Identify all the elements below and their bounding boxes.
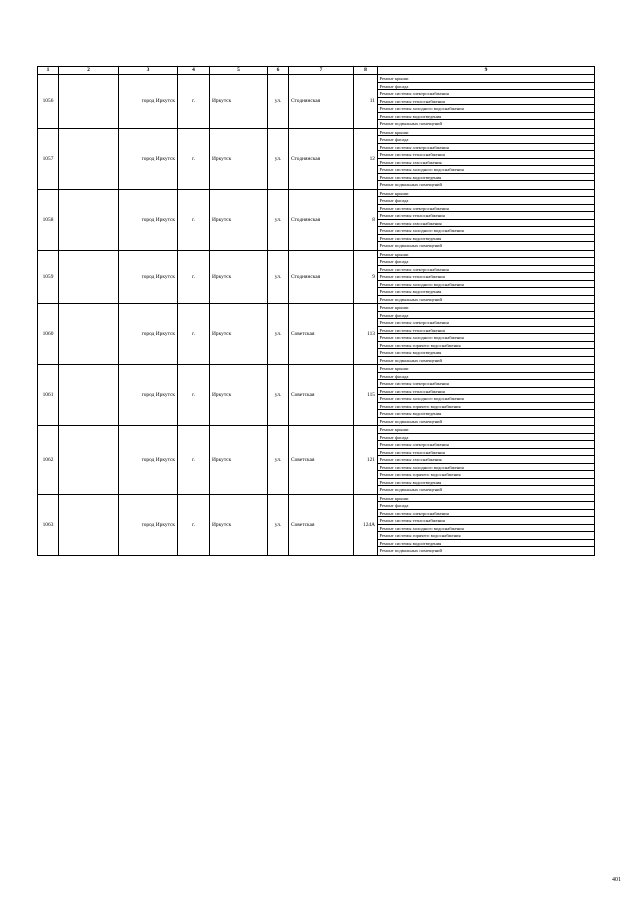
works-cell xyxy=(378,250,595,304)
work-item: Ремонт фасада xyxy=(378,136,594,144)
street-type: ул. xyxy=(268,75,289,129)
work-item: Ремонт подвальных помещений xyxy=(379,548,442,553)
street-type: ул. xyxy=(268,365,289,426)
house-number: 8 xyxy=(354,189,378,250)
page-number: 401 xyxy=(612,877,621,883)
work-item: Ремонт системы холодного водоснабжения xyxy=(378,105,594,113)
place-type: г. xyxy=(178,426,210,495)
work-item: Ремонт системы водоотведения xyxy=(378,174,594,182)
row-number: 1059 xyxy=(38,250,59,304)
work-item: Ремонт системы газоснабжения xyxy=(378,456,594,464)
place-name: Иркутск xyxy=(210,75,268,129)
street-type: ул. xyxy=(268,189,289,250)
work-item: Ремонт системы теплоснабжения xyxy=(378,517,594,525)
house-number: 11 xyxy=(354,75,378,129)
work-item: Ремонт крыши xyxy=(378,251,594,259)
work-item: Ремонт системы электроснабжения xyxy=(378,319,594,327)
row-blank-cell xyxy=(59,75,119,129)
street-name: Стоднянская xyxy=(289,128,354,189)
table-header xyxy=(38,67,595,75)
work-item: Ремонт системы водоотведения xyxy=(378,540,594,548)
work-item: Ремонт системы электроснабжения xyxy=(378,144,594,152)
work-item: Ремонт системы теплоснабжения xyxy=(378,98,594,106)
house-number: 113 xyxy=(354,304,378,365)
house-number: 121 xyxy=(354,426,378,495)
work-item: Ремонт фасада xyxy=(378,197,594,205)
col-header-3: 3 xyxy=(119,67,178,75)
row-number: 1056 xyxy=(38,75,59,129)
work-item: Ремонт фасада xyxy=(378,373,594,381)
work-item: Ремонт системы холодного водоснабжения xyxy=(378,334,594,342)
settlement-name: город Иркутск xyxy=(119,75,178,129)
place-type: г. xyxy=(178,189,210,250)
work-item: Ремонт фасада xyxy=(378,258,594,266)
work-item: Ремонт системы теплоснабжения xyxy=(378,212,594,220)
col-header-6: 6 xyxy=(268,67,289,75)
work-item: Ремонт системы водоотведения xyxy=(378,349,594,357)
place-type: г. xyxy=(178,365,210,426)
work-item: Ремонт фасада xyxy=(378,83,594,91)
work-item: Ремонт системы горячего водоснабжения xyxy=(378,532,594,540)
work-item: Ремонт системы теплоснабжения xyxy=(378,327,594,335)
table-row xyxy=(38,494,595,555)
col-header-5: 5 xyxy=(210,67,268,75)
work-item: Ремонт подвальных помещений xyxy=(379,296,442,302)
work-item: Ремонт системы водоотведения xyxy=(378,235,594,243)
work-item: Ремонт фасада xyxy=(378,502,594,510)
settlement-name: город Иркутск xyxy=(119,304,178,365)
work-item: Ремонт подвальных помещений xyxy=(379,487,442,492)
col-header-4: 4 xyxy=(178,67,210,75)
work-item: Ремонт системы электроснабжения xyxy=(378,266,594,274)
row-blank-cell xyxy=(59,189,119,250)
work-item: Ремонт системы холодного водоснабжения xyxy=(378,281,594,289)
work-item: Ремонт подвальных помещений xyxy=(379,182,442,187)
row-number: 1058 xyxy=(38,189,59,250)
street-type: ул. xyxy=(268,426,289,495)
row-blank-cell xyxy=(59,250,119,304)
works-cell xyxy=(378,426,595,495)
col-header-1: 1 xyxy=(38,67,59,75)
work-item: Ремонт подвальных помещений xyxy=(379,121,442,126)
col-header-8: 8 xyxy=(354,67,378,75)
row-blank-cell xyxy=(59,426,119,495)
row-number: 1057 xyxy=(38,128,59,189)
work-item: Ремонт системы водоотведения xyxy=(378,113,594,121)
settlement-name: город Иркутск xyxy=(119,250,178,304)
works-cell xyxy=(378,494,595,555)
work-item: Ремонт системы электроснабжения xyxy=(378,510,594,518)
work-item: Ремонт системы холодного водоснабжения xyxy=(378,395,594,403)
row-number: 1063 xyxy=(38,494,59,555)
work-item: Ремонт системы горячего водоснабжения xyxy=(378,471,594,479)
row-blank-cell xyxy=(59,365,119,426)
table-row xyxy=(38,128,595,189)
works-cell xyxy=(378,304,595,365)
work-item: Ремонт системы водоотведения xyxy=(378,479,594,487)
settlement-name: город Иркутск xyxy=(119,189,178,250)
col-header-9: 9 xyxy=(378,67,595,75)
work-item: Ремонт системы теплоснабжения xyxy=(378,449,594,457)
works-cell xyxy=(378,365,595,426)
street-name: Советская xyxy=(289,365,354,426)
house-number: 124А xyxy=(354,494,378,555)
house-number: 12 xyxy=(354,128,378,189)
place-type: г. xyxy=(178,250,210,304)
place-name: Иркутск xyxy=(210,304,268,365)
settlement-name: город Иркутск xyxy=(119,426,178,495)
work-item: Ремонт крыши xyxy=(378,190,594,198)
settlement-name: город Иркутск xyxy=(119,365,178,426)
work-item: Ремонт системы водоотведения xyxy=(378,288,594,296)
table-row xyxy=(38,75,595,129)
works-cell xyxy=(378,75,595,129)
work-item: Ремонт системы электроснабжения xyxy=(378,380,594,388)
work-item: Ремонт крыши xyxy=(378,304,594,312)
work-item: Ремонт фасада xyxy=(378,312,594,320)
work-item: Ремонт системы газоснабжения xyxy=(378,159,594,167)
works-cell xyxy=(378,128,595,189)
work-item: Ремонт системы теплоснабжения xyxy=(378,151,594,159)
work-item: Ремонт системы холодного водоснабжения xyxy=(378,227,594,235)
work-item: Ремонт системы электроснабжения xyxy=(378,90,594,98)
place-type: г. xyxy=(178,304,210,365)
table-body xyxy=(38,75,595,556)
row-blank-cell xyxy=(59,304,119,365)
place-type: г. xyxy=(178,494,210,555)
col-header-2: 2 xyxy=(59,67,119,75)
place-name: Иркутск xyxy=(210,426,268,495)
table-row xyxy=(38,426,595,495)
row-number: 1060 xyxy=(38,304,59,365)
row-number: 1062 xyxy=(38,426,59,495)
work-item: Ремонт системы холодного водоснабжения xyxy=(378,464,594,472)
street-name: Советская xyxy=(289,494,354,555)
col-header-7: 7 xyxy=(289,67,354,75)
house-number: 9 xyxy=(354,250,378,304)
street-name: Стоднянская xyxy=(289,75,354,129)
header-row xyxy=(38,67,595,75)
work-item: Ремонт системы водоотведения xyxy=(378,410,594,418)
street-name: Советская xyxy=(289,426,354,495)
work-item: Ремонт крыши xyxy=(378,75,594,83)
street-type: ул. xyxy=(268,250,289,304)
work-item: Ремонт системы электроснабжения xyxy=(378,441,594,449)
work-item: Ремонт крыши xyxy=(378,129,594,137)
settlement-name: город Иркутск xyxy=(119,128,178,189)
work-item: Ремонт фасада xyxy=(378,434,594,442)
work-item: Ремонт системы теплоснабжения xyxy=(378,273,594,281)
place-name: Иркутск xyxy=(210,365,268,426)
place-name: Иркутск xyxy=(210,189,268,250)
table-row xyxy=(38,365,595,426)
work-item: Ремонт крыши xyxy=(378,426,594,434)
work-item: Ремонт системы электроснабжения xyxy=(378,205,594,213)
works-cell xyxy=(378,189,595,250)
place-name: Иркутск xyxy=(210,494,268,555)
street-name: Стоднянская xyxy=(289,250,354,304)
place-type: г. xyxy=(178,75,210,129)
work-item: Ремонт крыши xyxy=(378,495,594,503)
work-item: Ремонт системы горячего водоснабжения xyxy=(378,403,594,411)
place-name: Иркутск xyxy=(210,128,268,189)
table-row xyxy=(38,250,595,304)
street-type: ул. xyxy=(268,304,289,365)
work-item: Ремонт системы газоснабжения xyxy=(378,220,594,228)
work-item: Ремонт крыши xyxy=(378,365,594,373)
street-name: Советская xyxy=(289,304,354,365)
row-blank-cell xyxy=(59,494,119,555)
house-number: 115 xyxy=(354,365,378,426)
street-type: ул. xyxy=(268,128,289,189)
work-item: Ремонт системы холодного водоснабжения xyxy=(378,525,594,533)
work-item: Ремонт подвальных помещений xyxy=(379,357,442,363)
street-type: ул. xyxy=(268,494,289,555)
work-item: Ремонт подвальных помещений xyxy=(379,418,442,424)
settlement-name: город Иркутск xyxy=(119,494,178,555)
register-table xyxy=(37,66,595,556)
row-blank-cell xyxy=(59,128,119,189)
work-item: Ремонт системы горячего водоснабжения xyxy=(378,342,594,350)
work-item: Ремонт системы холодного водоснабжения xyxy=(378,166,594,174)
street-name: Стоднянская xyxy=(289,189,354,250)
row-number: 1061 xyxy=(38,365,59,426)
work-item: Ремонт подвальных помещений xyxy=(379,243,442,248)
place-type: г. xyxy=(178,128,210,189)
work-item: Ремонт системы теплоснабжения xyxy=(378,388,594,396)
table-row xyxy=(38,304,595,365)
table-row xyxy=(38,189,595,250)
place-name: Иркутск xyxy=(210,250,268,304)
